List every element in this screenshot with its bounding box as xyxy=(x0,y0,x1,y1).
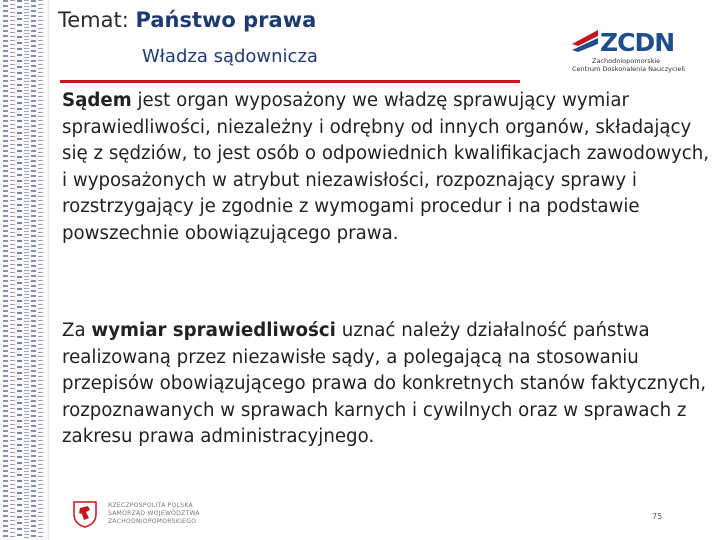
definition-court-paragraph xyxy=(62,88,712,248)
topic-label: Temat: xyxy=(58,8,129,32)
logo-tagline-1: Zachodniopomorskie xyxy=(592,57,661,65)
definition-justice-lead: Za xyxy=(62,320,92,341)
footer-line-1: RZECZPOSPOLITA POLSKA xyxy=(108,502,193,509)
logo-tagline-2: Centrum Doskonalenia Nauczycieli xyxy=(572,65,685,73)
footer-line-2: SAMORZĄD WOJEWÓDZTWA xyxy=(108,510,200,517)
zcdn-logo-mark-icon xyxy=(572,30,600,54)
topic-value: Państwo prawa xyxy=(135,8,317,32)
term-justice: wymiar sprawiedliwości xyxy=(91,320,336,341)
definition-court-text: jest organ wyposażony we władzę sprawujący wymiar sprawiedliwości, niezależny i odrębny od innych organów, składający się z sędziów, to jest osób o odpowiednich kwalifikacjach zawodowych, i wyposażonych w atrybut niezawisłości, rozpoznający sprawy i rozstrzygający je zgodnie z wymogami procedur i na podstawie powszechnie obowiązującego prawa. xyxy=(62,90,710,244)
slide-subtitle: Władza sądownicza xyxy=(142,46,318,67)
decorative-document-strip xyxy=(0,0,49,540)
slide-topic xyxy=(58,8,316,32)
definition-justice-paragraph xyxy=(62,318,712,451)
zcdn-logo xyxy=(572,28,685,78)
footer-voivodeship-logo xyxy=(70,500,250,528)
page-number: 75 xyxy=(652,512,663,521)
griffin-crest-icon xyxy=(70,500,100,528)
footer-line-3: ZACHODNIOPOMORSKIEGO xyxy=(108,518,197,525)
term-court: Sądem xyxy=(62,90,132,111)
definition-justice-text: uznać należy działalność państwa realizowaną przez niezawisłe sądy, a polegającą na stosowaniu przepisów obowiązującego prawa do konkretnych stanów faktycznych, rozpoznawanych w sprawach karnych i cywilnych oraz w sprawach z zakresu prawa administracyjnego. xyxy=(62,320,707,448)
title-underline xyxy=(60,80,520,83)
logo-letters: ZCDN xyxy=(600,28,675,57)
